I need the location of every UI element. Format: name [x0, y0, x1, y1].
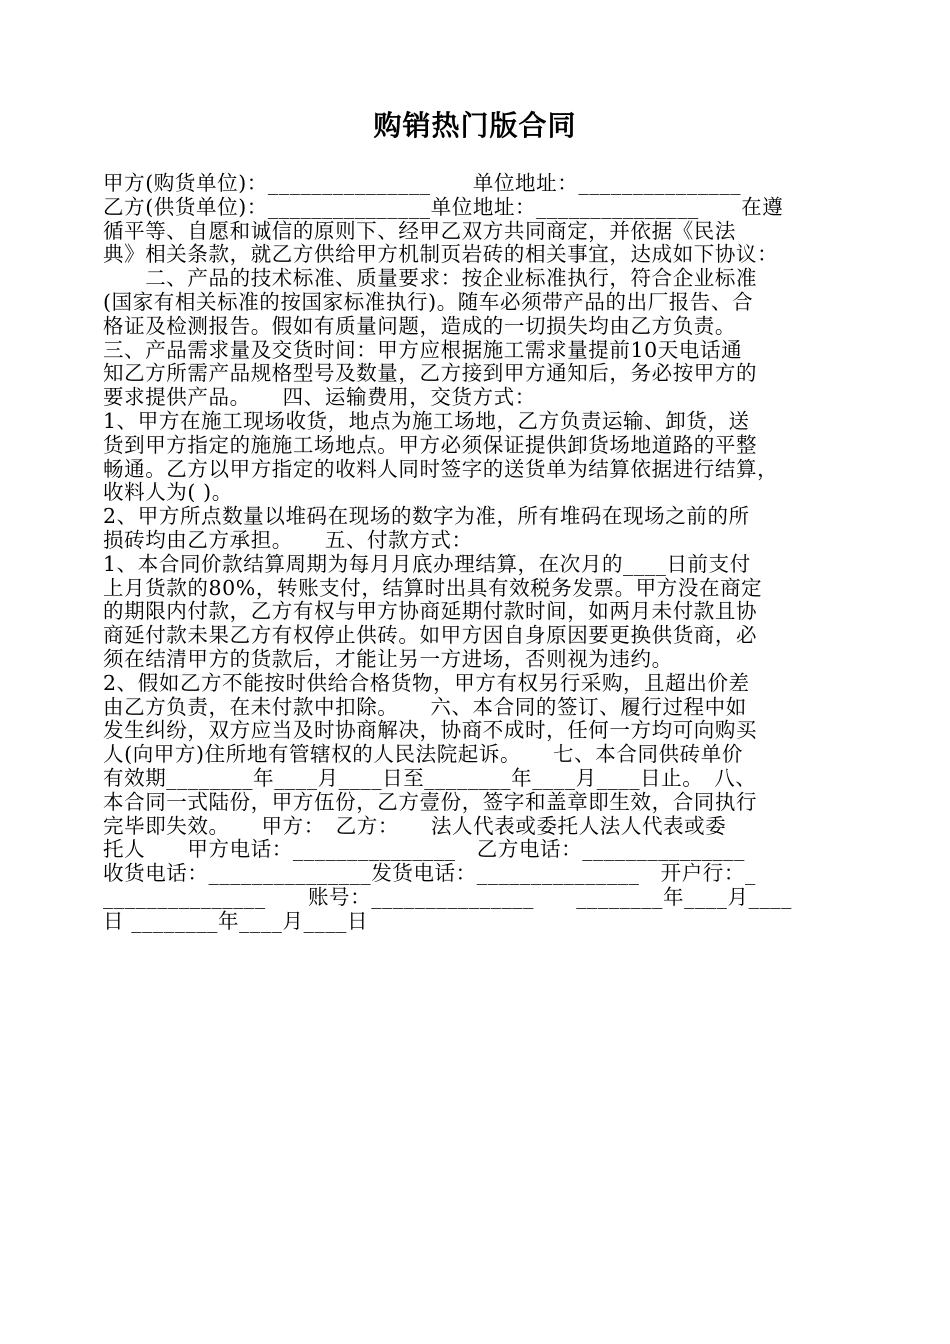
body-line: 1、甲方在施工现场收货，地点为施工场地，乙方负责运输、卸货，送 [103, 409, 750, 433]
body-line: 1、本合同价款结算周期为每月月底办理结算，在次月的____日前支付 [103, 552, 751, 576]
body-line: 完毕即失效。 甲方： 乙方： 法人代表或委托人法人代表或委 [103, 814, 727, 838]
body-line: 人(向甲方)住所地有管辖权的人民法院起诉。 七、本合同供砖单价 [103, 743, 743, 767]
body-line: 有效期________年____月____日至________年____月____日止。 八、 [103, 766, 757, 790]
body-line: 2、甲方所点数量以堆码在现场的数字为准，所有堆码在现场之前的所 [103, 505, 750, 529]
body-line: 畅通。乙方以甲方指定的收料人同时签字的送货单为结算依据进行结算， [103, 457, 779, 481]
body-line: 乙方(供货单位)：_______________单位地址：_______________ 在遵 [103, 195, 784, 219]
body-line: 三、产品需求量及交货时间：甲方应根据施工需求量提前10天电话通 [103, 338, 743, 362]
body-line: 典》相关条款，就乙方供给甲方机制页岩砖的相关事宜，达成如下协议： [103, 243, 779, 267]
body-line: 格证及检测报告。假如有质量问题，造成的一切损失均由乙方负责。 [103, 314, 736, 338]
body-line: 的期限内付款，乙方有权与甲方协商延期付款时间，如两月未付款且协 [103, 600, 758, 624]
body-line: 日 ________年____月____日 [103, 909, 369, 933]
document-title: 购销热门版合同 [373, 109, 577, 142]
body-line: 收货电话：_______________发货电话：_______________ 开户行：_ [103, 862, 756, 886]
body-line: 收料人为( )。 [103, 481, 233, 505]
body-line: 本合同一式陆份，甲方伍份，乙方壹份，签字和盖章即生效，合同执行 [103, 790, 758, 814]
body-line: 须在结清甲方的货款后，才能让另一方进场，否则视为违约。 [103, 647, 673, 671]
body-line: 上月货款的80%，转账支付，结算时出具有效税务发票。甲方没在商定 [103, 576, 763, 600]
body-line: 二、产品的技术标准、质量要求：按企业标准执行，符合企业标准 [103, 267, 758, 291]
body-line: _______________ 账号：_______________ ________年____月____ [103, 885, 792, 909]
body-line: 甲方(购货单位)：_______________ 单位地址：_______________ [103, 172, 742, 195]
body-line: 循平等、自愿和诚信的原则下、经甲乙双方共同商定，并依据《民法 [103, 219, 736, 243]
body-line: 发生纠纷，双方应当及时协商解决，协商不成时，任何一方均可向购买 [103, 719, 758, 743]
body-line: 知乙方所需产品规格型号及数量，乙方接到甲方通知后，务必按甲方的 [103, 362, 758, 386]
body-line: 损砖均由乙方承担。 五、付款方式： [103, 528, 473, 552]
body-line: 货到甲方指定的施施工场地点。甲方必须保证提供卸货场地道路的平整 [103, 433, 758, 457]
body-line: 托人 甲方电话：_______________ 乙方电话：_______________ [103, 838, 745, 862]
body-line: 由乙方负责，在未付款中扣除。 六、本合同的签订、履行过程中如 [103, 695, 747, 719]
body-line: 要求提供产品。 四、运输费用，交货方式： [103, 386, 536, 410]
document-body [103, 172, 851, 934]
body-line: (国家有相关标准的按国家标准执行)。随车必须带产品的出厂报告、合 [103, 290, 754, 314]
body-line: 2、假如乙方不能按时供给合格货物，甲方有权另行采购，且超出价差 [103, 671, 750, 695]
body-line: 商延付款未果乙方有权停止供砖。如甲方因自身原因要更换供货商，必 [103, 624, 758, 648]
